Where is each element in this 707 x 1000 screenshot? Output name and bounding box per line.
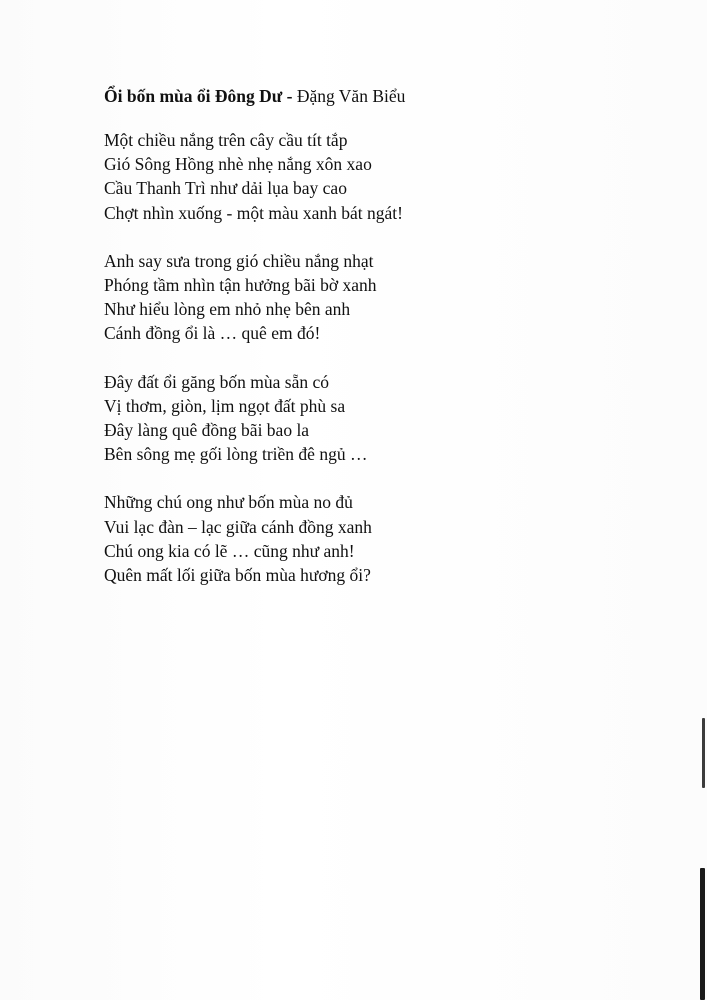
poem-line: Chú ong kia có lẽ … cũng như anh!: [104, 540, 355, 561]
poem-line: Cầu Thanh Trì như dải lụa bay cao: [104, 178, 347, 199]
poem-title: Ổi bốn mùa ổi Đông Dư: [104, 86, 283, 106]
poem-line: Vui lạc đàn – lạc giữa cánh đồng xanh: [104, 516, 372, 537]
poem-line: Bên sông mẹ gối lòng triền đê ngủ …: [104, 444, 368, 465]
poem-line: Quên mất lối giữa bốn mùa hương ổi?: [104, 565, 371, 586]
poem-line: Chợt nhìn xuống - một màu xanh bát ngát!: [104, 202, 403, 223]
poem-line: Vị thơm, giòn, lịm ngọt đất phù sa: [104, 395, 346, 416]
scan-edge-shadow: [702, 718, 705, 788]
poem-line: Phóng tầm nhìn tận hưởng bãi bờ xanh: [104, 275, 377, 296]
poem-line: Anh say sưa trong gió chiều nắng nhạt: [104, 250, 374, 271]
poem-line: Một chiều nắng trên cây cầu tít tắp: [104, 130, 348, 150]
scan-edge-shadow: [700, 868, 705, 1000]
stanza: [104, 249, 403, 346]
poem-line: Những chú ong như bốn mùa no đủ: [104, 492, 353, 513]
poem-line: Gió Sông Hồng nhè nhẹ nắng xôn xao: [104, 154, 372, 175]
poem-line: Như hiểu lòng em nhỏ nhẹ bên anh: [104, 299, 351, 320]
stanza: [104, 490, 403, 587]
poem-line: Đây đất ổi găng bốn mùa sẵn có: [104, 371, 330, 392]
poem-heading: [104, 85, 405, 107]
poem-body: [104, 128, 403, 611]
stanza: [104, 370, 403, 467]
stanza: [104, 128, 403, 225]
poem-line: Cánh đồng ổi là … quê em đó!: [104, 323, 321, 344]
title-separator: -: [282, 86, 297, 106]
poem-line: Đây làng quê đồng bãi bao la: [104, 420, 310, 441]
poem-author: Đặng Văn Biểu: [296, 86, 406, 106]
